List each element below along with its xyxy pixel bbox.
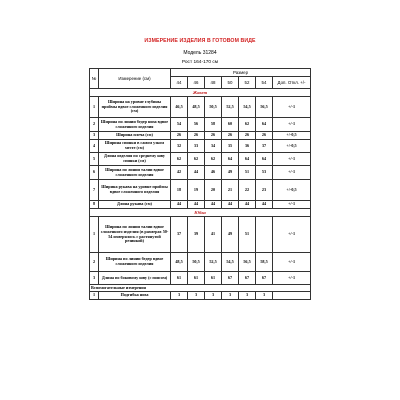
row-value: 58,5	[256, 253, 273, 272]
row-value: 26	[222, 132, 239, 140]
row-number: 3	[90, 132, 99, 140]
row-value: 67	[222, 272, 239, 285]
row-value: 3	[171, 292, 188, 300]
table-row	[90, 132, 311, 140]
row-value: 46	[205, 166, 222, 180]
section-jacket-label: Жакет	[90, 89, 311, 97]
size-cell: 48	[205, 77, 222, 89]
row-value: 46,5	[171, 97, 188, 118]
row-value: 62	[205, 153, 222, 166]
row-value: 50,5	[188, 253, 205, 272]
row-tolerance: +/-1	[273, 272, 311, 285]
row-number: 2	[90, 118, 99, 132]
row-number: 4	[90, 140, 99, 153]
row-value	[256, 217, 273, 253]
row-value: 39	[188, 217, 205, 253]
header-measurement: Измерение (см)	[99, 69, 171, 89]
row-value: 54,5	[222, 253, 239, 272]
row-value: 36	[239, 140, 256, 153]
row-value: 56,5	[256, 97, 273, 118]
row-value: 44	[256, 201, 273, 209]
row-tolerance: +/-0,5	[273, 140, 311, 153]
row-description: Подгибка низа	[99, 292, 171, 300]
row-value: 33	[188, 140, 205, 153]
row-tolerance: +/-0,5	[273, 180, 311, 201]
row-value: 64	[239, 153, 256, 166]
row-description: Ширина плеча (см)	[99, 132, 171, 140]
measurement-table-body	[90, 69, 311, 300]
header-tolerance: Доп. Откл. +/-	[273, 77, 311, 89]
size-cell: 54	[256, 77, 273, 89]
table-row	[90, 118, 311, 132]
section-aux-label: Вспомогательные измерения	[90, 285, 311, 292]
row-value: 58	[205, 118, 222, 132]
row-value: 52,5	[205, 253, 222, 272]
row-number: 1	[90, 217, 99, 253]
row-value: 48,5	[171, 253, 188, 272]
row-value: 23	[256, 180, 273, 201]
row-value: 32	[171, 140, 188, 153]
document-title-text: ИЗМЕРЕНИЕ ИЗДЕЛИЯ В ГОТОВОМ ВИДЕ	[144, 38, 256, 44]
table-row	[90, 180, 311, 201]
size-cell: 46	[188, 77, 205, 89]
row-description: Ширина на уровне глубины проймы вдвое сложенного изделия (см)	[99, 97, 171, 118]
row-value: 49	[222, 166, 239, 180]
row-value: 22	[239, 180, 256, 201]
table-row	[90, 140, 311, 153]
row-value: 64	[222, 153, 239, 166]
row-value: 49	[222, 217, 239, 253]
row-tolerance	[273, 292, 311, 300]
row-number: 1	[90, 292, 99, 300]
section-jacket	[90, 89, 311, 97]
row-value: 60	[222, 118, 239, 132]
height-label: Рост 164-170 см	[181, 60, 219, 65]
row-value: 19	[188, 180, 205, 201]
row-value: 54,5	[239, 97, 256, 118]
row-value: 44	[188, 201, 205, 209]
row-value: 64	[256, 118, 273, 132]
row-value: 44	[171, 201, 188, 209]
row-description: Длина рукава (см)	[99, 201, 171, 209]
row-value: 26	[256, 132, 273, 140]
header-number: №	[90, 69, 99, 89]
size-cell: 52	[239, 77, 256, 89]
table-row	[90, 166, 311, 180]
row-description: Длина по боковому шву (с поясом)	[99, 272, 171, 285]
table-row	[90, 272, 311, 285]
table-row	[90, 201, 311, 209]
row-value: 20	[205, 180, 222, 201]
row-value: 42	[171, 166, 188, 180]
row-description: Ширина по линии талии вдвое сложенного изделия	[99, 166, 171, 180]
section-skirt	[90, 209, 311, 217]
size-cell: 50	[222, 77, 239, 89]
row-tolerance: +/-1	[273, 217, 311, 253]
row-description: Ширина по линии бедер вдвое сложенного изделия	[99, 253, 171, 272]
row-description: Ширина по линии бедер низа вдвое сложенного изделия	[99, 118, 171, 132]
model-label: Модель 31284	[183, 50, 217, 56]
row-number: 3	[90, 272, 99, 285]
row-value: 26	[171, 132, 188, 140]
row-number: 7	[90, 180, 99, 201]
row-value: 44	[205, 201, 222, 209]
row-number: 1	[90, 97, 99, 118]
row-value: 48,5	[188, 97, 205, 118]
row-description: Ширина спинки в самом узком месте (см)	[99, 140, 171, 153]
row-number: 5	[90, 153, 99, 166]
row-value: 44	[222, 201, 239, 209]
row-tolerance: +/-1	[273, 201, 311, 209]
row-value: 44	[239, 201, 256, 209]
row-description: Ширина по линии талии вдвое сложенного изделия (в размерах 50-54 измерялось с растянутой резинкой)	[99, 217, 171, 253]
row-value: 37	[256, 140, 273, 153]
row-value: 3	[205, 292, 222, 300]
row-value: 35	[222, 140, 239, 153]
row-value: 3	[222, 292, 239, 300]
table-row	[90, 253, 311, 272]
row-value: 62	[239, 118, 256, 132]
row-value: 67	[239, 272, 256, 285]
table-header-row	[90, 69, 311, 77]
row-value: 62	[188, 153, 205, 166]
row-value: 52,5	[222, 97, 239, 118]
row-tolerance: +/-1	[273, 97, 311, 118]
row-value: 37	[171, 217, 188, 253]
row-value: 34	[205, 140, 222, 153]
row-value: 26	[188, 132, 205, 140]
measurement-table	[89, 68, 311, 300]
row-value: 53	[256, 166, 273, 180]
size-cell: 44	[171, 77, 188, 89]
row-value: 61	[205, 272, 222, 285]
section-aux	[90, 285, 311, 292]
table-row	[90, 217, 311, 253]
row-value: 26	[205, 132, 222, 140]
row-value: 3	[188, 292, 205, 300]
row-value: 50,5	[205, 97, 222, 118]
row-value: 3	[256, 292, 273, 300]
row-value: 62	[171, 153, 188, 166]
row-number: 8	[90, 201, 99, 209]
row-tolerance: +/-1	[273, 153, 311, 166]
row-value: 26	[239, 132, 256, 140]
header-size: Размер	[171, 69, 311, 77]
row-value: 3	[239, 292, 256, 300]
row-description: Длина изделия по среднему шву спинки (см)	[99, 153, 171, 166]
section-skirt-label: Юбка	[90, 209, 311, 217]
row-value: 54	[171, 118, 188, 132]
row-value: 61	[171, 272, 188, 285]
row-value: 41	[205, 217, 222, 253]
row-tolerance: +/-1	[273, 253, 311, 272]
table-row	[90, 153, 311, 166]
row-tolerance: +/-1	[273, 166, 311, 180]
row-tolerance: +/-1	[273, 118, 311, 132]
table-row	[90, 97, 311, 118]
row-value: 21	[222, 180, 239, 201]
row-value: 56,5	[239, 253, 256, 272]
row-value: 44	[188, 166, 205, 180]
document-title	[0, 38, 400, 44]
row-tolerance: +/-0,5	[273, 132, 311, 140]
table-row	[90, 292, 311, 300]
row-value: 67	[256, 272, 273, 285]
row-value: 51	[239, 166, 256, 180]
row-number: 2	[90, 253, 99, 272]
row-description: Ширина рукава на уровне проймы вдвое сложенного изделия	[99, 180, 171, 201]
row-value: 51	[239, 217, 256, 253]
row-value: 61	[188, 272, 205, 285]
row-number: 6	[90, 166, 99, 180]
row-value: 64	[256, 153, 273, 166]
row-value: 56	[188, 118, 205, 132]
row-value: 18	[171, 180, 188, 201]
